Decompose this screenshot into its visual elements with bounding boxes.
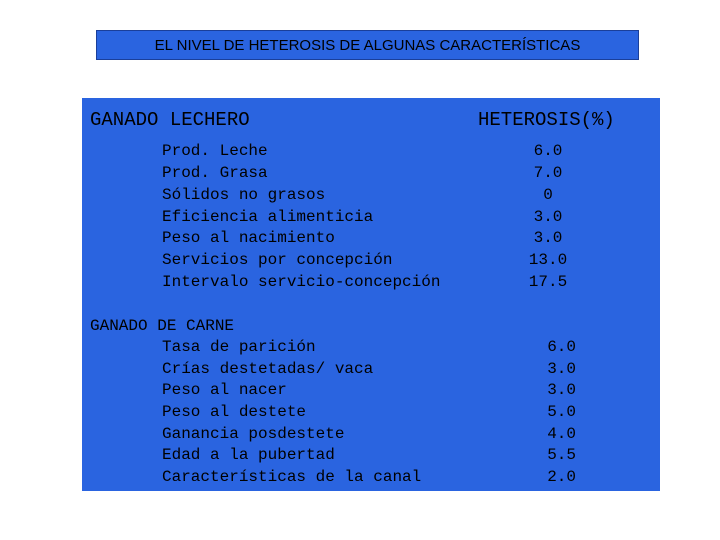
slide-title-text: EL NIVEL DE HETEROSIS DE ALGUNAS CARACTERÍSTICAS	[154, 36, 581, 54]
dairy-row-label: Sólidos no grasos	[162, 186, 326, 204]
dairy-row-label: Prod. Grasa	[162, 164, 268, 182]
beef-row-value: 2.0	[547, 468, 576, 486]
dairy-row-value: 7.0	[533, 164, 563, 182]
dairy-row-value: 17.5	[528, 273, 568, 291]
dairy-row-label: Intervalo servicio-concepción	[162, 273, 441, 291]
beef-row-label: Peso al nacer	[162, 381, 287, 399]
beef-row-label: Edad a la pubertad	[162, 446, 335, 464]
beef-row-label: Crías destetadas/ vaca	[162, 360, 374, 378]
heterosis-table-panel	[82, 98, 660, 491]
beef-row-value: 5.5	[547, 446, 576, 464]
beef-row-value: 3.0	[547, 360, 576, 378]
dairy-row-label: Prod. Leche	[162, 142, 268, 160]
dairy-row-value: 0	[543, 186, 553, 204]
beef-section-header: GANADO DE CARNE	[90, 317, 235, 335]
beef-row-label: Tasa de parición	[162, 338, 316, 356]
slide-title	[96, 30, 639, 60]
dairy-row-label: Servicios por concepción	[162, 251, 393, 269]
beef-row-value: 3.0	[547, 381, 576, 399]
beef-row-value: 5.0	[547, 403, 576, 421]
dairy-row-value: 3.0	[533, 229, 563, 247]
beef-row-label: Características de la canal	[162, 468, 422, 486]
beef-row-label: Peso al destete	[162, 403, 307, 421]
dairy-row-value: 6.0	[533, 142, 563, 160]
dairy-row-label: Peso al nacimiento	[162, 229, 335, 247]
heterosis-column-header: HETEROSIS(%)	[478, 109, 615, 131]
beef-row-label: Ganancia posdestete	[162, 425, 345, 443]
dairy-row-label: Eficiencia alimenticia	[162, 208, 374, 226]
dairy-row-value: 3.0	[533, 208, 563, 226]
beef-row-value: 4.0	[547, 425, 576, 443]
beef-row-value: 6.0	[547, 338, 576, 356]
dairy-section-header: GANADO LECHERO	[90, 109, 250, 131]
dairy-row-value: 13.0	[528, 251, 568, 269]
